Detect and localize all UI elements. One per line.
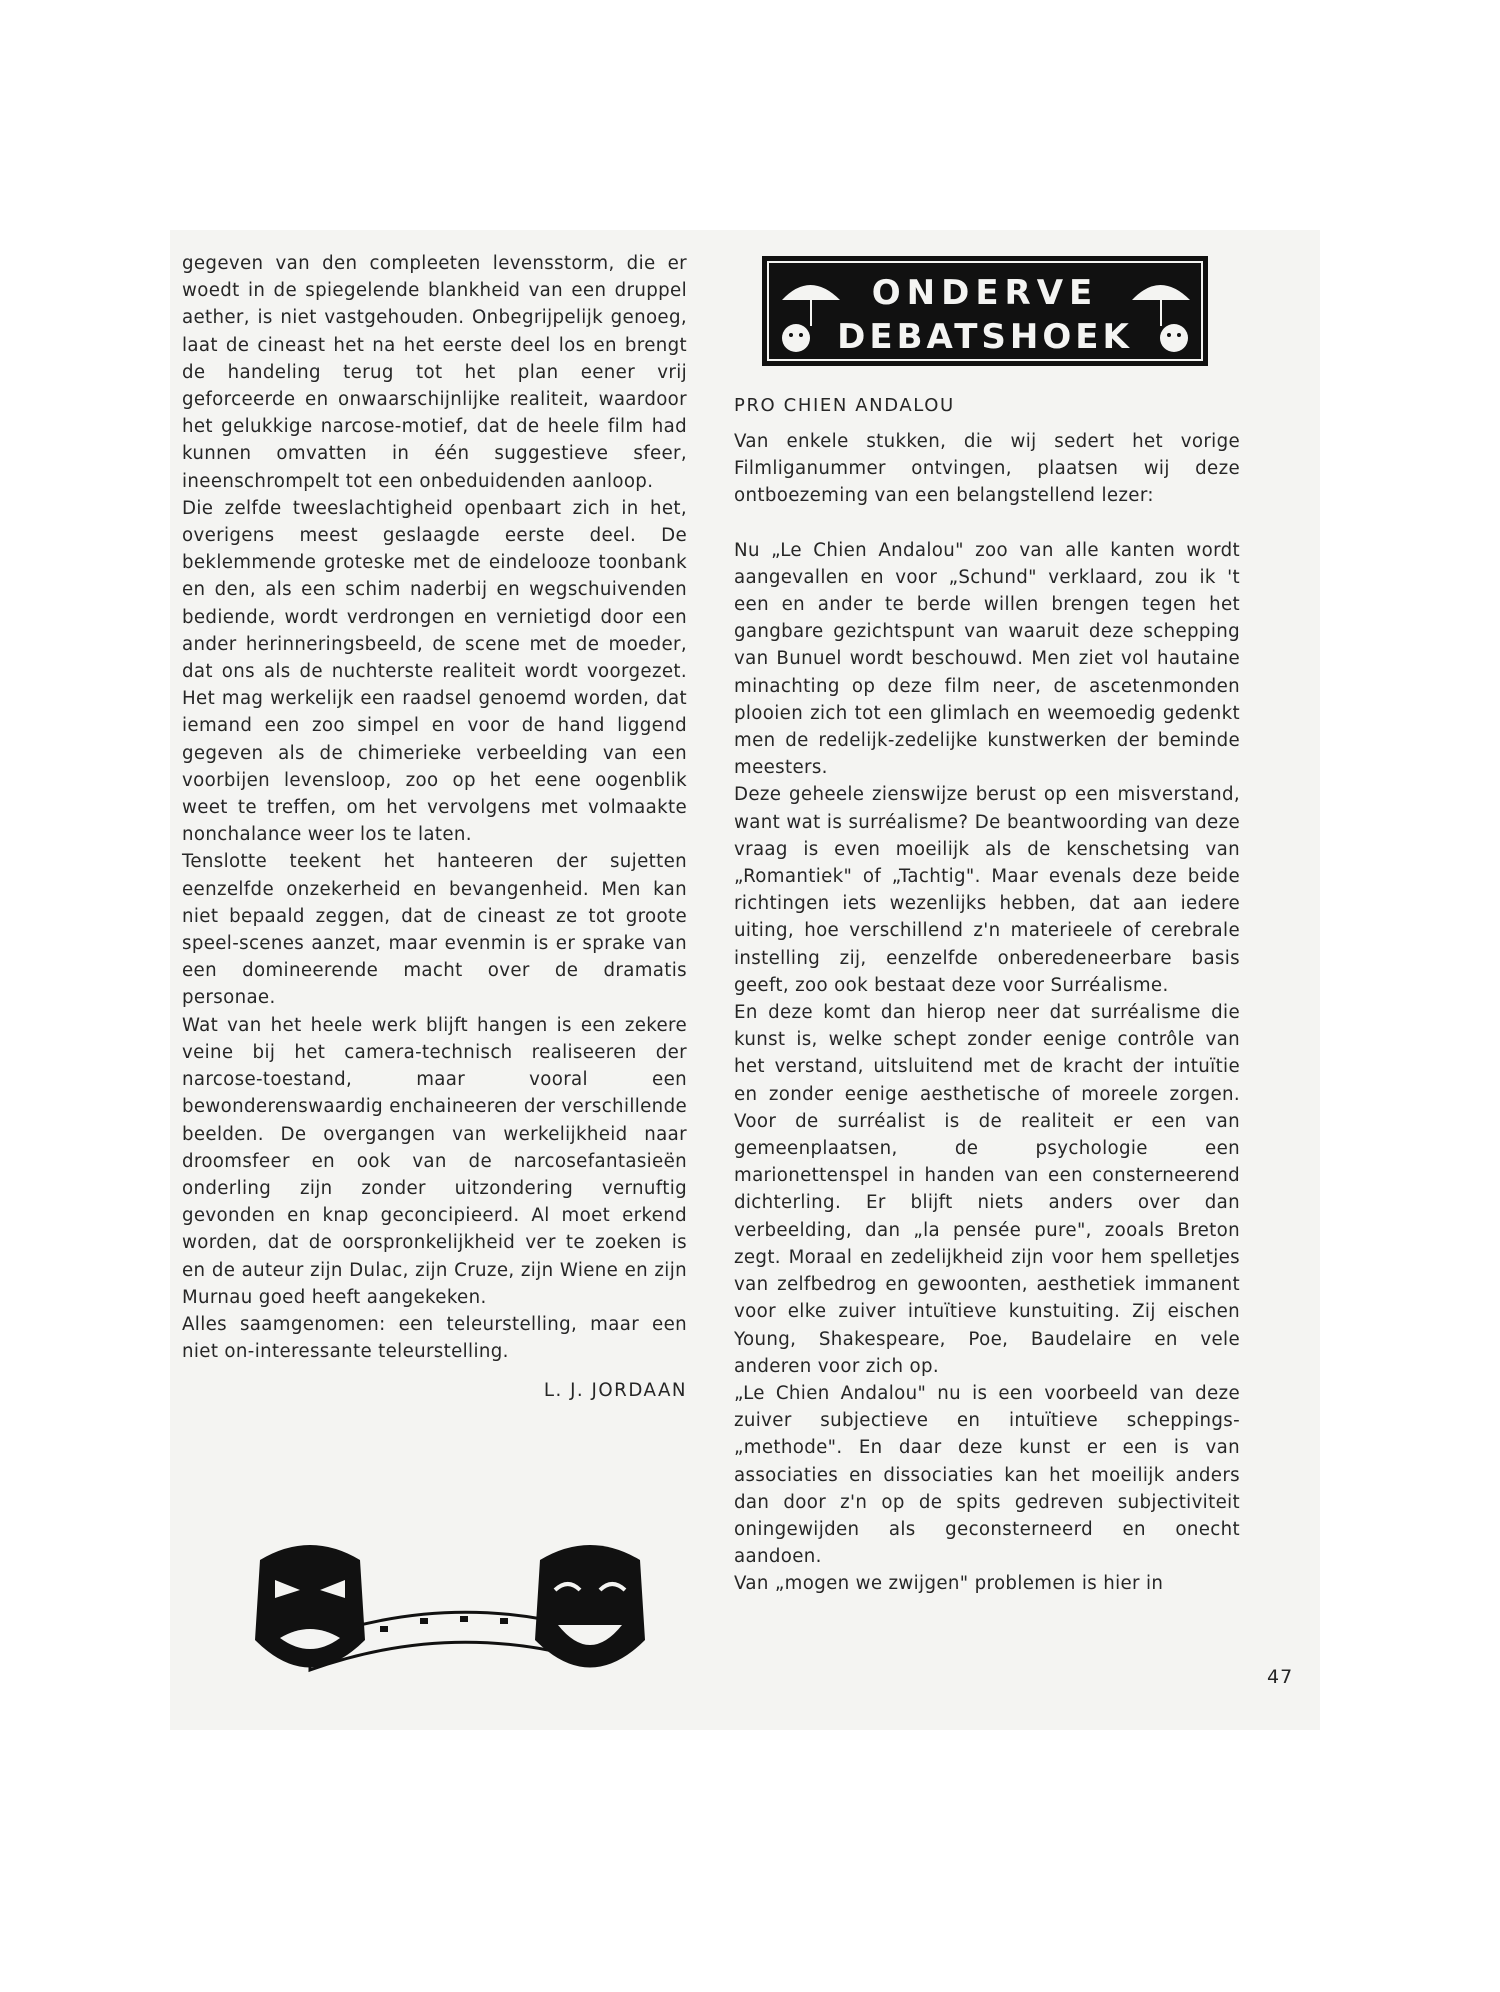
banner-line-1: ONDERVE — [871, 273, 1099, 313]
left-paragraph: Wat van het heele werk blijft hangen is een zekere veine bij het camera-technisch realiseeren der narcose-toestand, maar vooral een bewonderenswaardig enchaineeren der verschillende beelden. De overgangen van werkelijkheid naar droomsfeer en ook van de narcosefantasieën onderling zijn zonder uitzondering vernuftig gevonden en knap geconcipieerd. Al moet erkend worden, dat de oorspronkelijkheid ver te zoeken is en de auteur zijn Dulac, zijn Cruze, zijn Wiene en zijn Murnau goed heeft aangekeken. — [182, 1014, 687, 1308]
left-paragraph: Alles saamgenomen: een teleurstelling, maar een niet on-interessante teleurstelling. — [182, 1313, 687, 1363]
left-column — [182, 250, 687, 1405]
debate-corner-banner — [762, 256, 1208, 366]
banner-line-2: DEBATSHOEK — [837, 317, 1133, 357]
right-paragraph: Van enkele stukken, die wij sedert het vorige Filmliganummer ontvingen, plaatsen wij deze ontboezeming van een belangstellend lezer: — [734, 431, 1240, 507]
right-paragraph: En deze komt dan hierop neer dat surréalisme die kunst is, welke schept zonder eenige contrôle van het verstand, uitsluitend met de kracht der intuïtie en zonder eenige aesthetische of moreele zorgen. Voor de surréalist is de realiteit er een van gemeenplaatsen, de psychologie een marionettenspel in handen van een consterneerend dichterling. Er blijft niets anders over dan verbeelding, dan „la pensée pure", zooals Breton zegt. Moraal en zedelijkheid zijn voor hem spelletjes van zelfbedrog en gewoonten, aesthetiek immanent voor elke zuiver intuïtieve kunstuiting. Zij eischen Young, Shakespeare, Poe, Baudelaire en vele anderen voor zich op. — [734, 1002, 1240, 1377]
left-paragraph: gegeven van den compleeten levensstorm, die er woedt in de spiegelende blankheid van een druppel aether, is niet vastgehouden. Onbegrijpelijk genoeg, laat de cineast het na het eerste deel los en brengt de handeling terug tot het plan eener vrij geforceerde en onwaarschijnlijke realiteit, waardoor het gelukkige narcose-motief, dat de heele film had kunnen omvatten in één suggestieve sfeer, ineenschrompelt tot een onbeduidenden aanloop. — [182, 253, 687, 492]
right-paragraph: Deze geheele zienswijze berust op een misverstand, want wat is surréalisme? De beantwoording van deze vraag is even moeilijk als de kenschetsing van „Romantiek" of „Tachtig". Maar evenals deze beide richtingen iets wezenlijks hebben, dat aan iedere uiting, hoe verschillend z'n materieele of cerebrale instelling zij, eenzelfde onberedeneerbare basis geeft, zoo ook bestaat deze voor Surréalisme. — [734, 784, 1240, 996]
article-headline: PRO CHIEN ANDALOU — [734, 395, 955, 416]
right-paragraph: Nu „Le Chien Andalou" zoo van alle kanten wordt aangevallen en voor „Schund" verklaard, zou ik 't een en ander te berde willen brengen tegen het gangbare gezichtspunt van waaruit deze schepping van Bunuel wordt beschouwd. Men ziet vol hautaine minachting op deze film neer, de ascetenmonden plooien zich tot een glimlach en weemoedig gedenkt men de redelijk-zedelijke kunstwerken der beminde meesters. — [734, 539, 1240, 779]
right-paragraph: Van „mogen we zwijgen" problemen is hier in — [734, 1573, 1164, 1595]
left-paragraph: Tenslotte teekent het hanteeren der sujetten eenzelfde onzekerheid en bevangenheid. Men kan niet bepaald zeggen, dat de cineast ze tot groote speel-scenes aanzet, maar evenmin is er sprake van een domineerende macht over de dramatis personae. — [182, 851, 687, 1009]
page-number: 47 — [1267, 1666, 1294, 1688]
left-paragraph: Die zelfde tweeslachtigheid openbaart zich in het, overigens meest geslaagde eerste deel. De beklemmende groteske met de eindelooze toonbank en den, als een schim naderbij en wegschuivenden bediende, wordt verdrongen en vernietigd door een ander herinneringsbeeld, de scene met de moeder, dat ons als de nuchterste realiteit wordt voorgezet. Het mag werkelijk een raadsel genoemd worden, dat iemand een zoo simpel en voor de hand liggend gegeven als de chimerieke verbeelding van een voorbijen levensloop, zoo op het eene oogenblik weet te treffen, om het vervolgens met volmaakte nonchalance weer los te laten. — [182, 497, 687, 846]
right-paragraph-spacer — [734, 510, 1240, 537]
author-signature: L. J. JORDAAN — [543, 1380, 687, 1402]
theatre-masks-illustration — [240, 1520, 660, 1710]
right-paragraph: „Le Chien Andalou" nu is een voorbeeld van deze zuiver subjectieve en intuïtieve scheppings-„methode". En daar deze kunst er een is van associaties en dissociaties kan het moeilijk anders dan door z'n op de spits gedreven subjectiviteit oningewijden als geconsterneerd en onecht aandoen. — [734, 1382, 1240, 1568]
right-column — [734, 428, 1240, 1598]
